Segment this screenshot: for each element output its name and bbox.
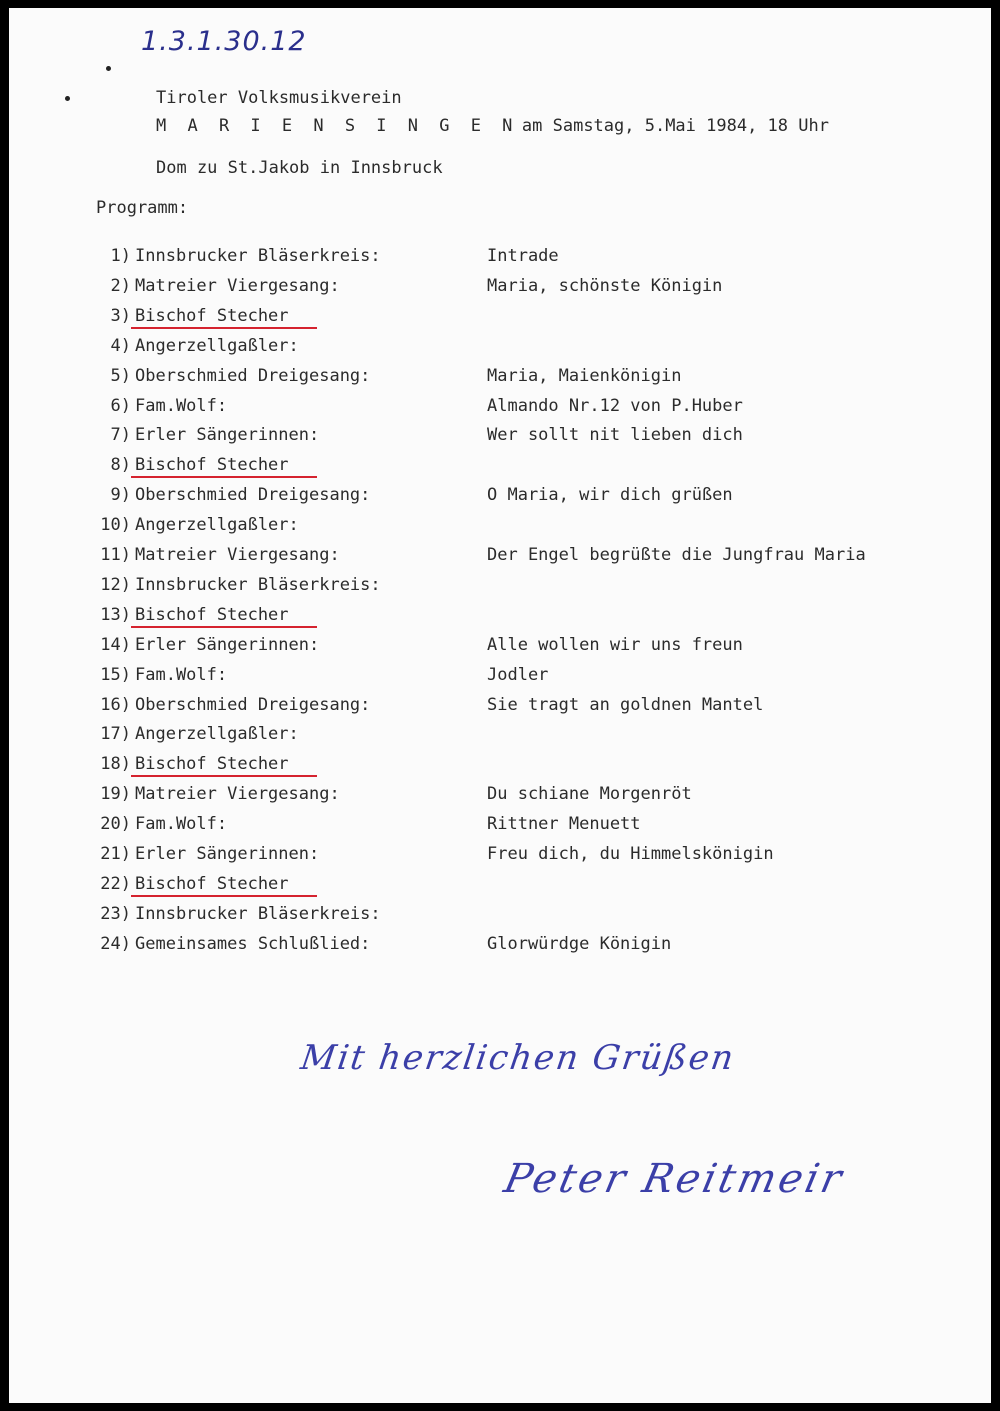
program-row [89, 724, 969, 748]
program-number: 4) [110, 335, 131, 356]
program-number: 9) [110, 485, 131, 506]
program-row [89, 695, 969, 719]
program-performer: Fam.Wolf: [135, 395, 228, 416]
handwritten-signature: Peter Reitmeir [500, 1156, 849, 1202]
program-piece-title: Intrade [487, 246, 559, 266]
program-number: 24) [100, 933, 131, 954]
program-number: 21) [100, 844, 131, 864]
program-piece-title: Almando Nr.12 von P.Huber [487, 395, 743, 416]
program-row [89, 605, 969, 629]
program-number: 14) [100, 634, 131, 655]
program-row [89, 366, 969, 390]
program-performer: Bischof Stecher [135, 754, 289, 775]
program-row [89, 425, 969, 449]
program-piece-title: Du schiane Morgenröt [487, 784, 692, 805]
program-number: 1) [110, 246, 131, 266]
program-performer: Angerzellgaßler: [135, 724, 299, 745]
program-piece-title: Glorwürdge Königin [487, 933, 672, 954]
program-performer: Innsbrucker Bläserkreis: [135, 903, 381, 924]
program-performer: Innsbrucker Bläserkreis: [135, 574, 381, 595]
ink-dot [65, 96, 70, 101]
program-number: 17) [100, 724, 131, 745]
program-row [89, 396, 969, 420]
program-row [89, 665, 969, 689]
program-row [89, 874, 969, 898]
program-performer: Erler Sängerinnen: [135, 425, 320, 446]
program-row [89, 814, 969, 838]
red-underline [131, 775, 317, 777]
program-piece-title: Alle wollen wir uns freun [487, 634, 743, 655]
program-row [89, 276, 969, 300]
archive-code: 1.3.1.30.12 [141, 26, 307, 57]
program-row [89, 934, 969, 958]
program-number: 22) [100, 873, 131, 894]
program-number: 7) [110, 425, 131, 446]
red-underline [131, 626, 317, 628]
program-row [89, 575, 969, 599]
program-performer: Matreier Viergesang: [135, 545, 340, 565]
program-row [89, 784, 969, 808]
program-piece-title: Sie tragt an goldnen Mantel [487, 694, 764, 715]
program-performer: Erler Sängerinnen: [135, 634, 320, 655]
program-performer: Fam.Wolf: [135, 814, 228, 835]
organization-name: Tiroler Volksmusikverein [156, 88, 402, 108]
program-performer: Bischof Stecher [135, 305, 289, 326]
program-number: 2) [110, 275, 131, 296]
program-number: 15) [100, 664, 131, 685]
program-number: 19) [100, 784, 131, 805]
program-number: 12) [100, 574, 131, 595]
program-row [89, 306, 969, 330]
program-number: 8) [110, 455, 131, 476]
program-piece-title: O Maria, wir dich grüßen [487, 485, 733, 506]
red-underline [131, 327, 317, 329]
venue: Dom zu St.Jakob in Innsbruck [156, 158, 443, 178]
event-date: am Samstag, 5.Mai 1984, 18 Uhr [521, 116, 829, 136]
program-piece-title: Maria, schönste Königin [487, 275, 723, 296]
program-performer: Matreier Viergesang: [135, 275, 340, 296]
program-number: 3) [110, 305, 131, 326]
program-number: 18) [100, 754, 131, 775]
program-piece-title: Jodler [487, 664, 549, 685]
program-piece-title: Maria, Maienkönigin [487, 365, 682, 386]
program-performer: Erler Sängerinnen: [135, 844, 320, 864]
program-piece-title: Der Engel begrüßte die Jungfrau Maria [487, 545, 866, 565]
program-piece-title: Rittner Menuett [487, 814, 641, 835]
red-underline [131, 476, 317, 478]
program-piece-title: Wer sollt nit lieben dich [487, 425, 743, 446]
program-piece-title: Freu dich, du Himmelskönigin [487, 844, 774, 864]
handwritten-greeting: Mit herzlichen Grüßen [298, 1038, 738, 1078]
program-number: 13) [100, 604, 131, 625]
event-title: M A R I E N S I N G E N [156, 116, 518, 136]
program-performer: Fam.Wolf: [135, 664, 228, 685]
program-performer: Angerzellgaßler: [135, 335, 299, 356]
program-row [89, 545, 969, 569]
program-number: 6) [110, 395, 131, 416]
program-performer: Angerzellgaßler: [135, 515, 299, 536]
program-row [89, 844, 969, 868]
program-row [89, 904, 969, 928]
event-line [156, 116, 829, 136]
program-performer: Bischof Stecher [135, 873, 289, 894]
program-number: 23) [100, 903, 131, 924]
program-row [89, 754, 969, 778]
program-performer: Bischof Stecher [135, 455, 289, 476]
program-number: 10) [100, 515, 131, 536]
ink-dot [106, 66, 111, 71]
document-page [9, 8, 991, 1403]
program-performer: Oberschmied Dreigesang: [135, 485, 371, 506]
program-heading: Programm: [96, 198, 189, 218]
program-row [89, 455, 969, 479]
program-performer: Oberschmied Dreigesang: [135, 694, 371, 715]
program-number: 11) [100, 545, 131, 565]
program-performer: Innsbrucker Bläserkreis: [135, 246, 381, 266]
program-number: 16) [100, 694, 131, 715]
program-row [89, 246, 969, 270]
program-row [89, 635, 969, 659]
program-performer: Matreier Viergesang: [135, 784, 340, 805]
program-row [89, 515, 969, 539]
program-performer: Bischof Stecher [135, 604, 289, 625]
program-performer: Oberschmied Dreigesang: [135, 365, 371, 386]
program-row [89, 336, 969, 360]
red-underline [131, 895, 317, 897]
program-number: 5) [110, 365, 131, 386]
program-number: 20) [100, 814, 131, 835]
program-performer: Gemeinsames Schlußlied: [135, 933, 371, 954]
program-row [89, 485, 969, 509]
